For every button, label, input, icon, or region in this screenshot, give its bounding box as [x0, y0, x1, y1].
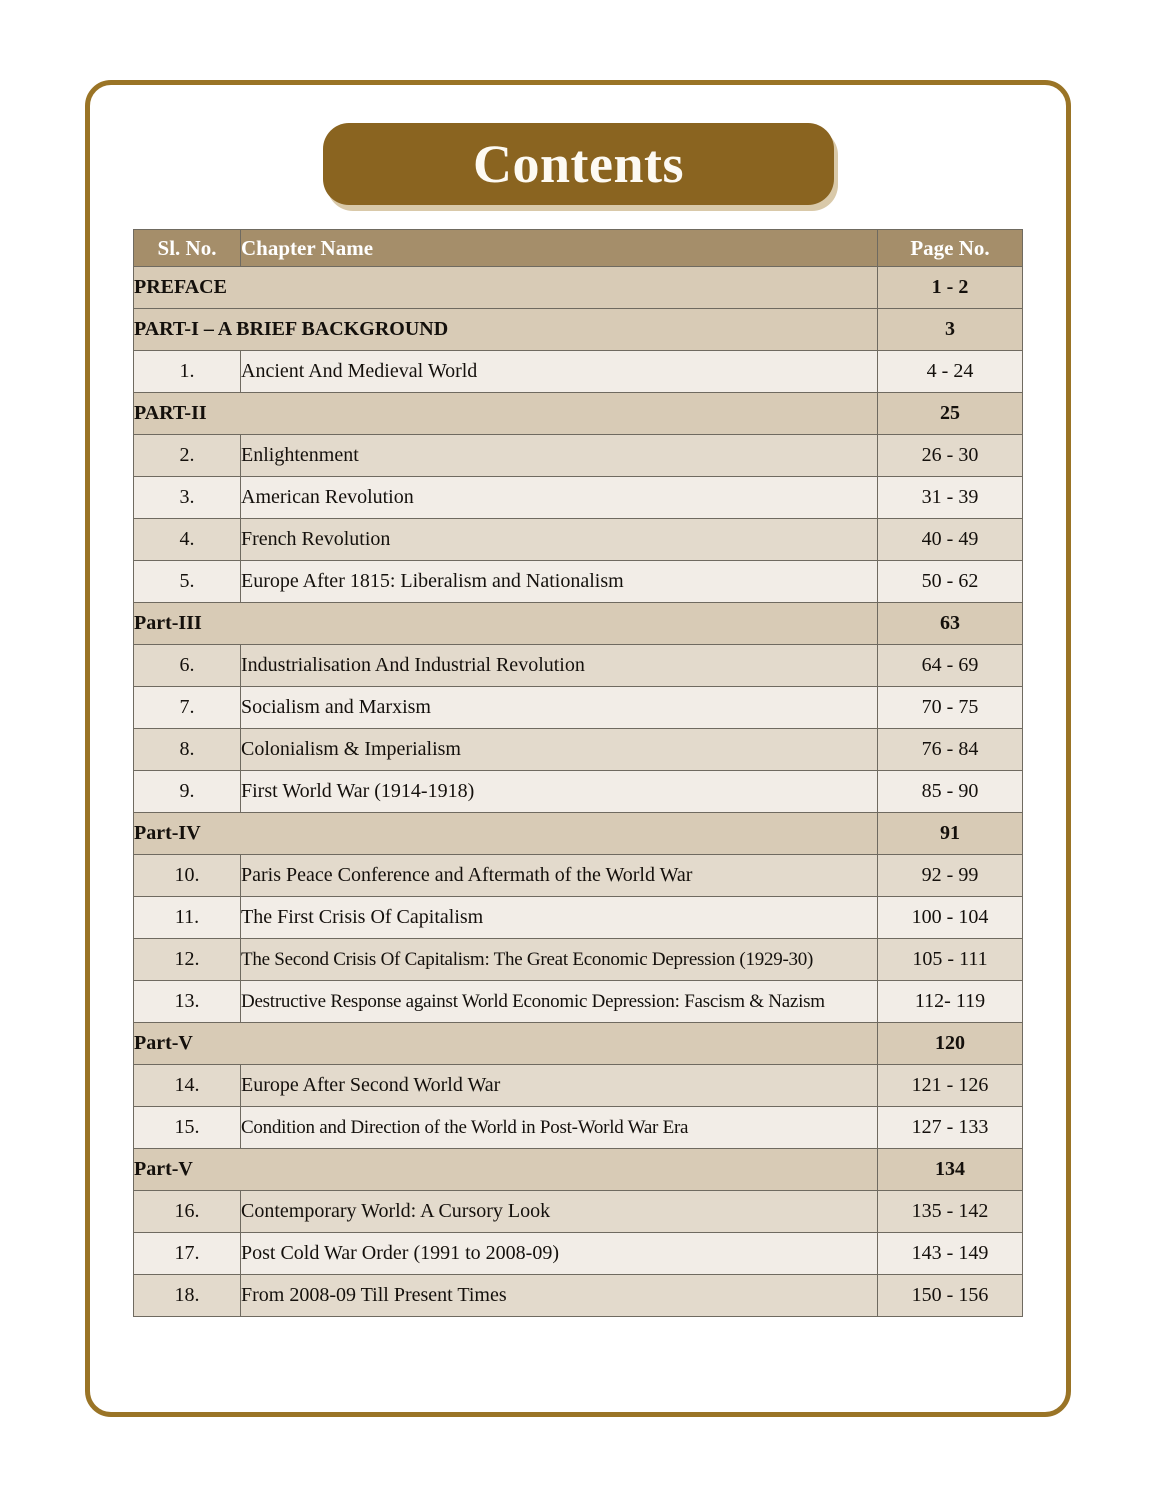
chapter-name: Colonialism & Imperialism — [241, 729, 878, 771]
chapter-name: From 2008-09 Till Present Times — [241, 1275, 878, 1317]
table-section-row — [134, 1149, 1023, 1191]
chapter-name: The Second Crisis Of Capitalism: The Great Economic Depression (1929-30) — [241, 939, 878, 981]
table-row — [134, 1065, 1023, 1107]
table-row — [134, 855, 1023, 897]
chapter-name: Paris Peace Conference and Aftermath of the World War — [241, 855, 878, 897]
chapter-page-number: 112- 119 — [878, 981, 1023, 1023]
table-row — [134, 477, 1023, 519]
table-row — [134, 1191, 1023, 1233]
section-page-number: 1 - 2 — [878, 267, 1023, 309]
chapter-serial-number: 6. — [134, 645, 241, 687]
chapter-name: Destructive Response against World Economic Depression: Fascism & Nazism — [241, 981, 878, 1023]
chapter-name: Condition and Direction of the World in Post-World War Era — [241, 1107, 878, 1149]
table-section-row — [134, 393, 1023, 435]
chapter-name: Europe After 1815: Liberalism and Nationalism — [241, 561, 878, 603]
chapter-serial-number: 1. — [134, 351, 241, 393]
table-row — [134, 1107, 1023, 1149]
chapter-name: The First Crisis Of Capitalism — [241, 897, 878, 939]
table-row — [134, 729, 1023, 771]
chapter-name: Socialism and Marxism — [241, 687, 878, 729]
chapter-page-number: 76 - 84 — [878, 729, 1023, 771]
table-row — [134, 897, 1023, 939]
chapter-serial-number: 12. — [134, 939, 241, 981]
chapter-page-number: 26 - 30 — [878, 435, 1023, 477]
column-header-sl-no: Sl. No. — [134, 230, 241, 267]
section-label: PART-I – A BRIEF BACKGROUND — [134, 309, 878, 351]
chapter-name: French Revolution — [241, 519, 878, 561]
section-label: Part-III — [134, 603, 878, 645]
section-page-number: 91 — [878, 813, 1023, 855]
chapter-serial-number: 13. — [134, 981, 241, 1023]
page-title: Contents — [472, 134, 684, 194]
chapter-page-number: 121 - 126 — [878, 1065, 1023, 1107]
chapter-page-number: 70 - 75 — [878, 687, 1023, 729]
table-section-row — [134, 603, 1023, 645]
chapter-serial-number: 8. — [134, 729, 241, 771]
chapter-name: Contemporary World: A Cursory Look — [241, 1191, 878, 1233]
section-label: Part-V — [134, 1023, 878, 1065]
section-page-number: 120 — [878, 1023, 1023, 1065]
title-banner-plate — [323, 123, 834, 205]
section-page-number: 134 — [878, 1149, 1023, 1191]
chapter-page-number: 4 - 24 — [878, 351, 1023, 393]
table-of-contents — [133, 229, 1023, 1317]
table-row — [134, 981, 1023, 1023]
chapter-serial-number: 3. — [134, 477, 241, 519]
chapter-serial-number: 16. — [134, 1191, 241, 1233]
chapter-page-number: 143 - 149 — [878, 1233, 1023, 1275]
table-row — [134, 519, 1023, 561]
chapter-name: American Revolution — [241, 477, 878, 519]
chapter-page-number: 105 - 111 — [878, 939, 1023, 981]
section-label: Part-IV — [134, 813, 878, 855]
section-label: PREFACE — [134, 267, 878, 309]
table-row — [134, 687, 1023, 729]
table-header-row — [134, 230, 1023, 267]
table-section-row — [134, 267, 1023, 309]
section-label: Part-V — [134, 1149, 878, 1191]
chapter-page-number: 31 - 39 — [878, 477, 1023, 519]
chapter-page-number: 92 - 99 — [878, 855, 1023, 897]
table-section-row — [134, 813, 1023, 855]
table-row — [134, 1233, 1023, 1275]
table-body — [134, 267, 1023, 1317]
chapter-page-number: 135 - 142 — [878, 1191, 1023, 1233]
section-page-number: 3 — [878, 309, 1023, 351]
chapter-serial-number: 2. — [134, 435, 241, 477]
table-row — [134, 351, 1023, 393]
table-row — [134, 939, 1023, 981]
chapter-page-number: 40 - 49 — [878, 519, 1023, 561]
chapter-name: Europe After Second World War — [241, 1065, 878, 1107]
table-row — [134, 435, 1023, 477]
chapter-name: Industrialisation And Industrial Revolution — [241, 645, 878, 687]
chapter-page-number: 64 - 69 — [878, 645, 1023, 687]
chapter-name: First World War (1914-1918) — [241, 771, 878, 813]
chapter-name: Post Cold War Order (1991 to 2008-09) — [241, 1233, 878, 1275]
chapter-serial-number: 15. — [134, 1107, 241, 1149]
chapter-page-number: 150 - 156 — [878, 1275, 1023, 1317]
chapter-page-number: 127 - 133 — [878, 1107, 1023, 1149]
chapter-name: Ancient And Medieval World — [241, 351, 878, 393]
chapter-serial-number: 18. — [134, 1275, 241, 1317]
chapter-serial-number: 14. — [134, 1065, 241, 1107]
chapter-serial-number: 11. — [134, 897, 241, 939]
table-row — [134, 561, 1023, 603]
table-row — [134, 771, 1023, 813]
column-header-page-no: Page No. — [878, 230, 1023, 267]
chapter-serial-number: 10. — [134, 855, 241, 897]
table-section-row — [134, 309, 1023, 351]
section-page-number: 25 — [878, 393, 1023, 435]
table-row — [134, 1275, 1023, 1317]
section-label: PART-II — [134, 393, 878, 435]
chapter-name: Enlightenment — [241, 435, 878, 477]
table-row — [134, 645, 1023, 687]
chapter-serial-number: 7. — [134, 687, 241, 729]
contents-title-banner — [323, 123, 838, 211]
chapter-serial-number: 9. — [134, 771, 241, 813]
chapter-serial-number: 5. — [134, 561, 241, 603]
chapter-serial-number: 17. — [134, 1233, 241, 1275]
chapter-serial-number: 4. — [134, 519, 241, 561]
section-page-number: 63 — [878, 603, 1023, 645]
chapter-page-number: 100 - 104 — [878, 897, 1023, 939]
chapter-page-number: 50 - 62 — [878, 561, 1023, 603]
column-header-chapter-name: Chapter Name — [241, 230, 878, 267]
table-section-row — [134, 1023, 1023, 1065]
chapter-page-number: 85 - 90 — [878, 771, 1023, 813]
